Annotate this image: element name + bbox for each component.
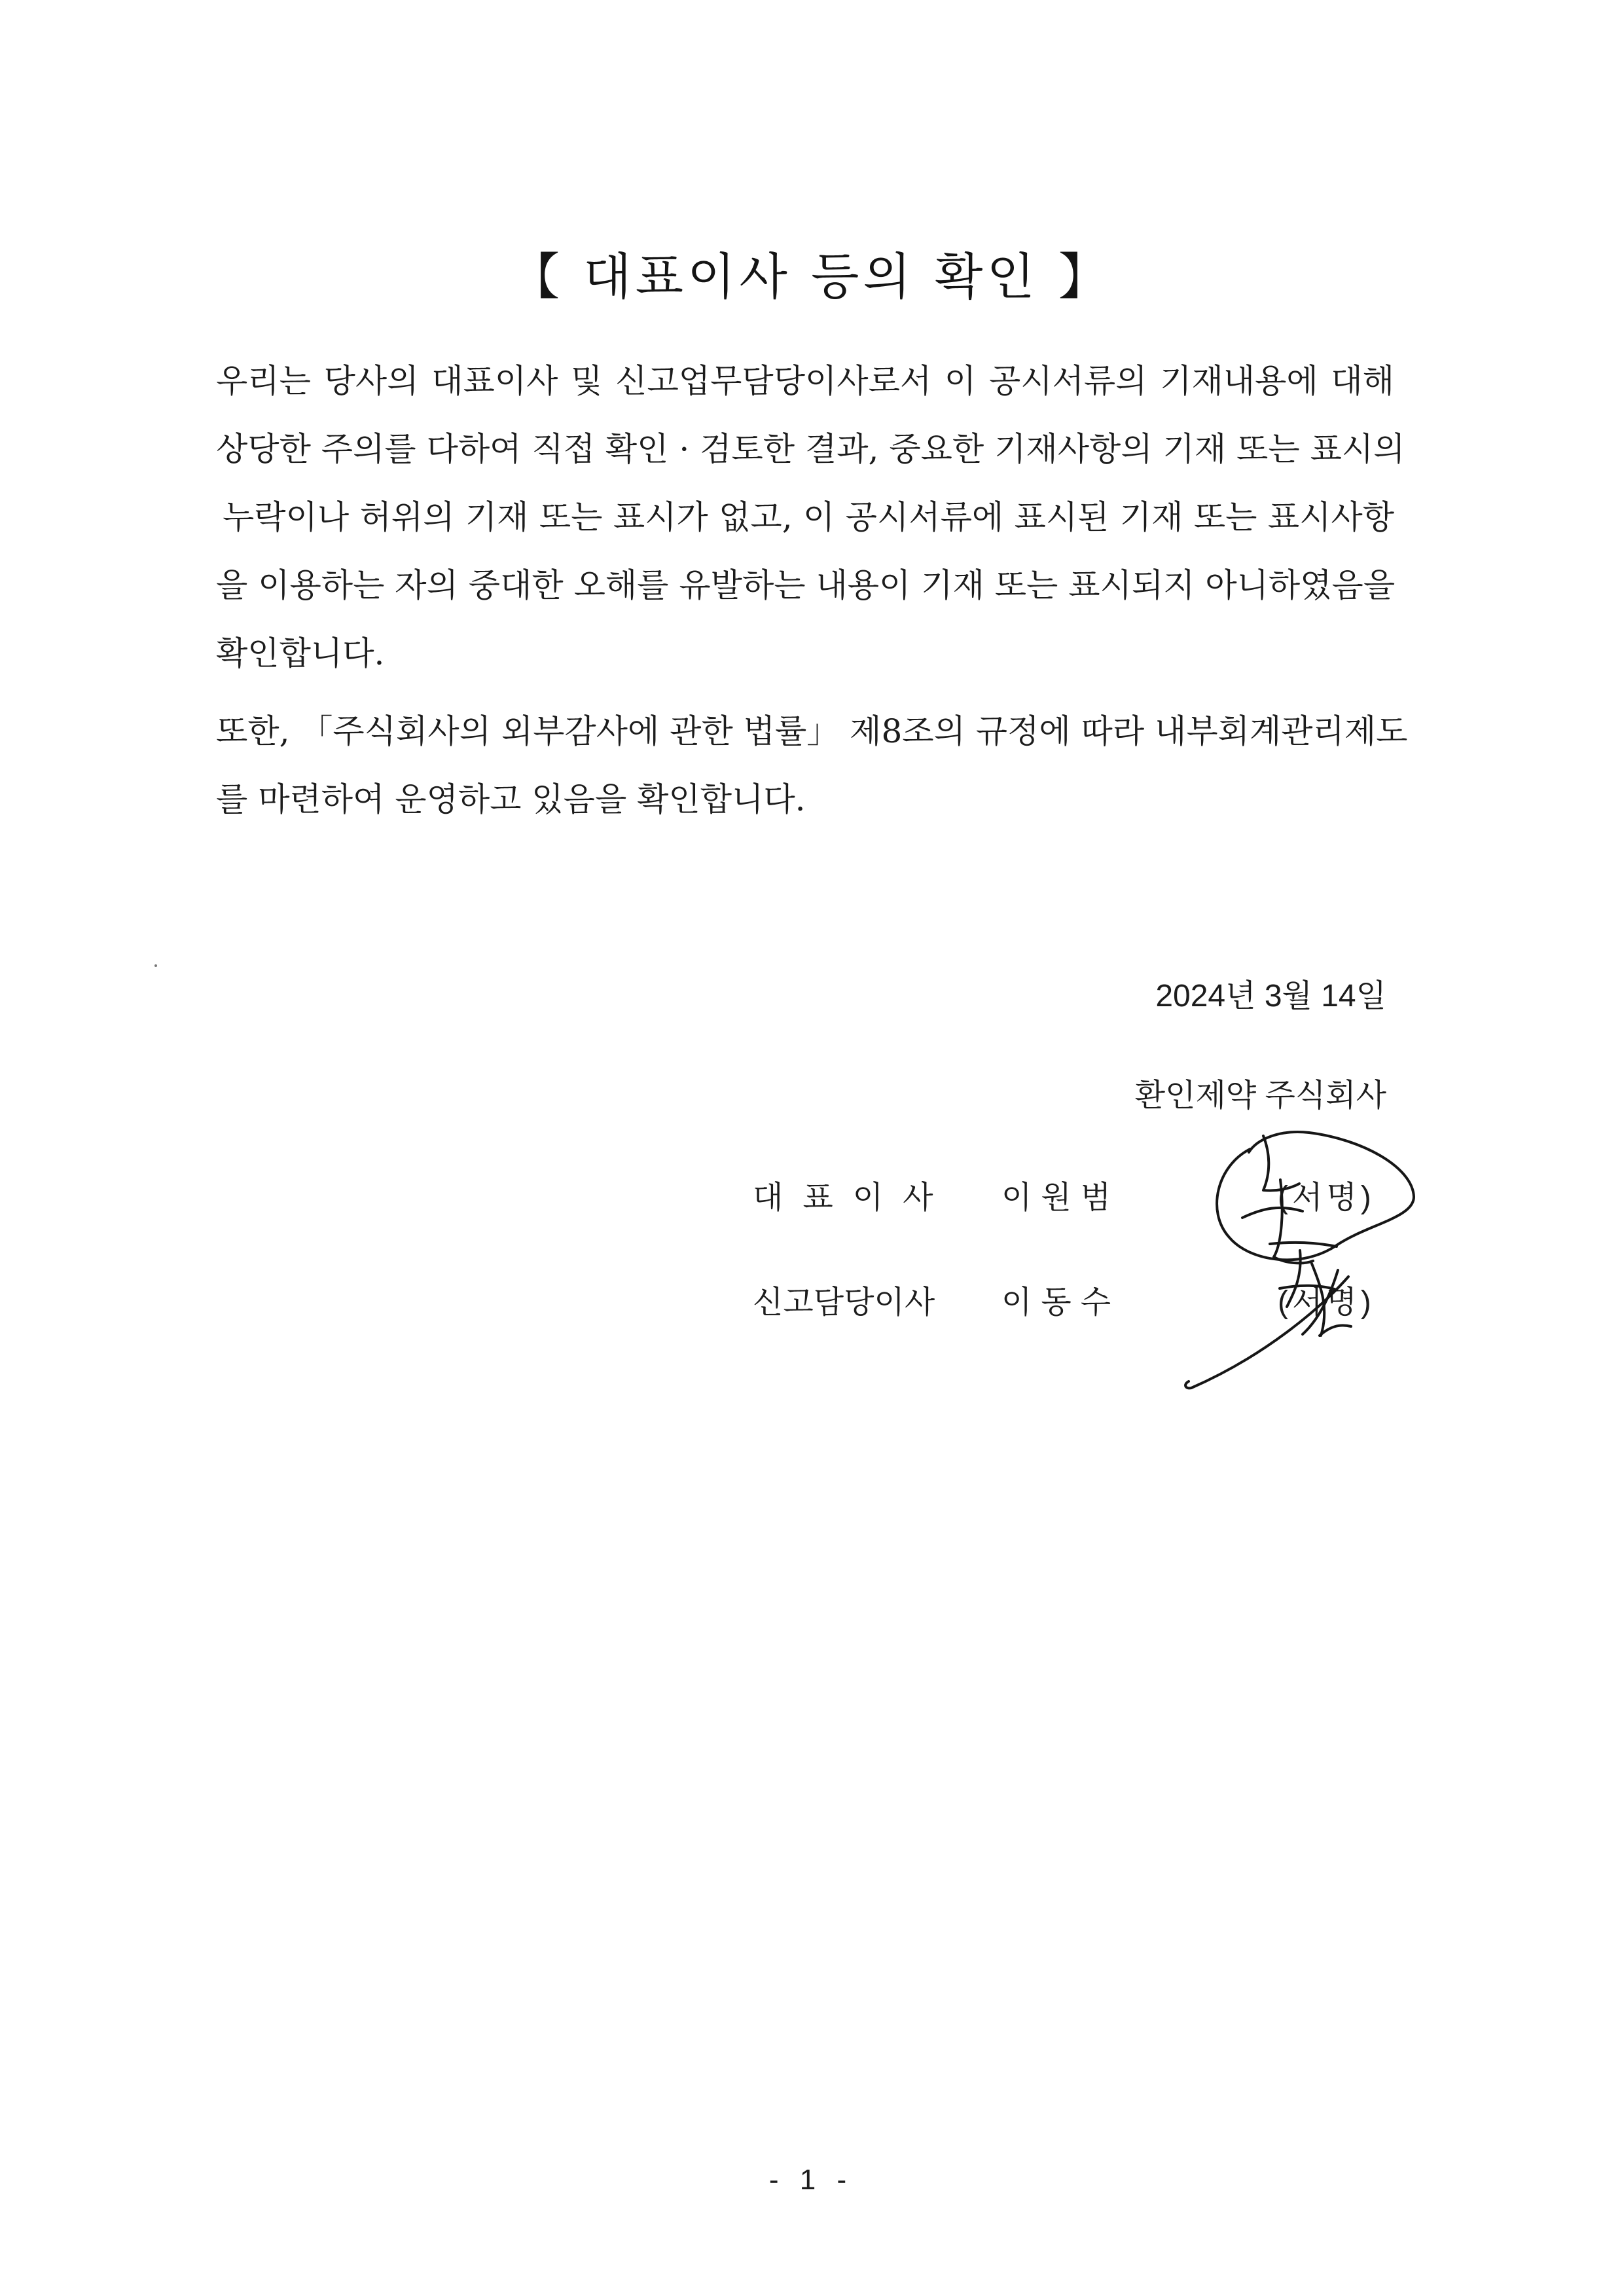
paragraph-line: 를 마련하여 운영하고 있음을 확인합니다. [216, 780, 806, 818]
handwritten-signature [1165, 1113, 1440, 1401]
paragraph-line: 누락이나 허위의 기재 또는 표시가 없고, 이 공시서류에 표시된 기재 또는 표시사항 [223, 498, 1394, 536]
internal-control-paragraph [216, 697, 1408, 833]
sign-label-officer: (서명) [1278, 1285, 1375, 1320]
document-title: 【 대표이사 등의 확인 】 [510, 247, 1112, 306]
paragraph-line: 또한, 「주식회사의 외부감사에 관한 법률」 제8조의 규정에 따라 내부회계관리제도 [216, 712, 1408, 750]
paragraph-line: 우리는 당사의 대표이사 및 신고업무담당이사로서 이 공시서류의 기재내용에 대해 [216, 362, 1394, 400]
signatory-role-ceo: 대표이사 [753, 1180, 953, 1215]
signatory-name-officer: 이동수 [1001, 1285, 1121, 1320]
signatory-name-ceo: 이원범 [1001, 1180, 1121, 1215]
document-date: 2024년 3월 14일 [1155, 979, 1386, 1013]
confirmation-paragraph [216, 347, 1405, 687]
company-name: 환인제약 주식회사 [1134, 1078, 1386, 1113]
paragraph-line: 확인합니다. [216, 634, 385, 672]
scan-speck [154, 964, 157, 967]
sign-label-ceo: (서명) [1278, 1180, 1375, 1215]
signatory-role-officer: 신고담당이사 [753, 1285, 935, 1320]
paragraph-line: 을 이용하는 자의 중대한 오해를 유발하는 내용이 기재 또는 표시되지 아니하였음을 [216, 566, 1396, 604]
paragraph-line: 상당한 주의를 다하여 직접 확인 · 검토한 결과, 중요한 기재사항의 기재 또는 표시의 [216, 430, 1405, 468]
page-number: - 1 - [768, 2164, 854, 2196]
